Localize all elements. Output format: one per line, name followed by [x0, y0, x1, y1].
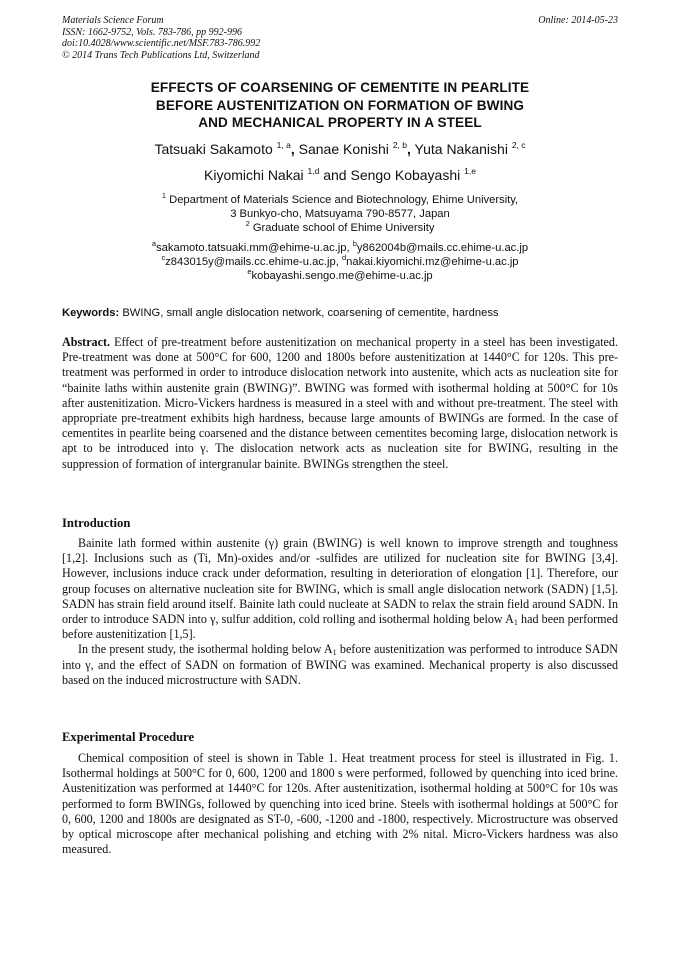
author-name: Sengo Kobayashi — [350, 167, 461, 183]
author-name: Kiyomichi Nakai — [204, 167, 304, 183]
email-line-1: $^a$sakamoto.tatsuaki.mm@ehime-u.ac.jp, $^b$y862004b@mails.cc.ehime-u.ac.jp — [151, 239, 529, 254]
title-line-3: AND MECHANICAL PROPERTY IN A STEEL — [198, 115, 482, 130]
abstract-label: Abstract. — [62, 335, 111, 349]
paragraph: In the present study, the isothermal holding below $A_1$ before austenitization was performed to introduce SADN into γ, and the effect of SADN on formation of BWING was examined. Mechanical property is also discussed based on the induced microstructure with SADN. — [62, 642, 618, 687]
paper-title — [62, 79, 618, 132]
author-line-2 — [62, 166, 618, 184]
email-link[interactable]: y862004b@mails.cc.ehime-u.ac.jp — [356, 242, 529, 254]
email-link[interactable]: z843015y@mails.cc.ehime-u.ac.jp, — [165, 256, 339, 268]
abstract-text: Effect of pre-treatment before austenitization on mechanical property in a steel has been investigated. Pre-treatment was done at 500°C for 600, 1200 and 1800s before austenitization at 1440°C for 120s. This pre-treatment was performed in order to introduce dislocation network into austenite, which acts as nucleation site for “bainite laths within austenite grain (BWING)”. BWING was formed with isothermal holding at 500°C for 10s after austenitization. Micro-Vickers hardness is measured in a steel with and without pre-treatment. The steel with appropriate pre-treatment exhibits high hardness, because large amounts of BWINGs are formed. In the case of cementites in pearlite being coarsened and the distance between cementites becoming large, dislocation network is apt to be introduced into γ. The dislocation network acts as nucleation site for BWING, resulting in the suppression of formation of intergranular bainite. BWINGs strengthen the steel. — [62, 335, 618, 471]
keywords-text: BWING, small angle dislocation network, coarsening of cementite, hardness — [122, 307, 499, 319]
author-affil-sup: 2, b — [392, 140, 407, 150]
paragraph: Bainite lath formed within austenite (γ) grain (BWING) is well known to improve strength and toughness [1,2]. Inclusions such as (Ti, Mn)-oxides and/or -sulfides are utilized for nucleation site for BWING [3,4]. However, inclusions induce crack under deformation, resulting in deterioration of elongation [1]. Therefore, our group focuses on alternative nucleation site for BWING, which is small angle dislocation network (SADN) [1,5]. SADN has strain field around itself. Bainite lath could nucleate at SADN to relax the strain field around SADN. In order to introduce SADN into γ, sulfur addition, cold rolling and isothermal holding below $A_1$ had been performed before austenitization [1,5]. — [62, 536, 619, 642]
affiliation-1-address: 3 Bunkyo-cho, Matsuyama 790-8577, Japan — [230, 208, 450, 220]
affiliation-2: $^2$ Graduate school of Ehime University — [245, 219, 435, 234]
title-line-1: EFFECTS OF COARSENING OF CEMENTITE IN PEARLITE — [150, 80, 530, 95]
author-affil-sup: 1, a — [276, 140, 291, 150]
affiliations — [62, 193, 618, 235]
abstract — [62, 335, 618, 472]
title-line-2: BEFORE AUSTENITIZATION ON FORMATION OF BWING — [155, 97, 525, 113]
doi: doi:10.4028/www.scientific.net/MSF.783-786.992 — [62, 38, 261, 49]
email-line-3: $^e$kobayashi.sengo.me@ehime-u.ac.jp — [247, 267, 433, 282]
experimental-heading: Experimental Procedure — [62, 730, 195, 744]
email-link[interactable]: sakamoto.tatsuaki.mm@ehime-u.ac.jp, — [156, 242, 350, 254]
journal-header — [62, 15, 618, 61]
keywords-label: Keywords: — [62, 307, 120, 319]
author-name: Tatsuaki Sakamoto — [154, 141, 273, 157]
keywords — [62, 306, 618, 320]
author-name: Yuta Nakanishi — [414, 141, 508, 157]
online-date: Online: 2014-05-23 — [538, 15, 618, 26]
author-emails — [62, 241, 618, 283]
author-line-1: Tatsuaki Sakamoto $^{1, a}$, Sanae Konishi $^{2, b}$, Yuta Nakanishi $^{2, c}$ — [154, 140, 526, 157]
affiliation-1: $^1$ Department of Materials Science and Biotechnology, Ehime University, — [161, 191, 519, 206]
experimental-body — [62, 751, 618, 857]
email-link[interactable]: kobayashi.sengo.me@ehime-u.ac.jp — [251, 270, 433, 282]
introduction-heading: Introduction — [62, 516, 131, 530]
copyright: © 2014 Trans Tech Publications Ltd, Switzerland — [62, 49, 260, 61]
email-line-2: $^c$z843015y@mails.cc.ehime-u.ac.jp, $^d$nakai.kiyomichi.mz@ehime-u.ac.jp — [161, 253, 519, 268]
author-affil-sup: 2, c — [511, 140, 526, 150]
and-word: and — [323, 167, 347, 183]
author-affil-sup: 1,d — [307, 166, 320, 176]
journal-name: Materials Science Forum — [62, 15, 164, 26]
author-name: Sanae Konishi — [298, 141, 389, 157]
paragraph: Chemical composition of steel is shown in Table 1. Heat treatment process for steel is illustrated in Fig. 1. Isothermal holdings at 500°C for 0, 600, 1200 and 1800 s were performed, followed by quenching into iced brine. Austenitization was performed at 1440°C for 120s. After austenitization, isothermal holding at 500°C for 10s was performed to form BWINGs, followed by quenching into iced brine. Steels with isothermal holdings at 500°C for 0, 600, 1200 and 1800s are designated as ST-0, -600, -1200 and -1800, respectively. Microstructure was observed by optical microscope after mechanical polishing and etching with 2% nital. Micro-Vickers hardness was also measured. — [62, 751, 618, 857]
author-affil-sup: 1,e — [464, 166, 476, 176]
introduction-body — [62, 536, 618, 688]
email-link[interactable]: nakai.kiyomichi.mz@ehime-u.ac.jp — [346, 256, 519, 268]
issn: ISSN: 1662-9752, Vols. 783-786, pp 992-996 — [62, 26, 242, 38]
